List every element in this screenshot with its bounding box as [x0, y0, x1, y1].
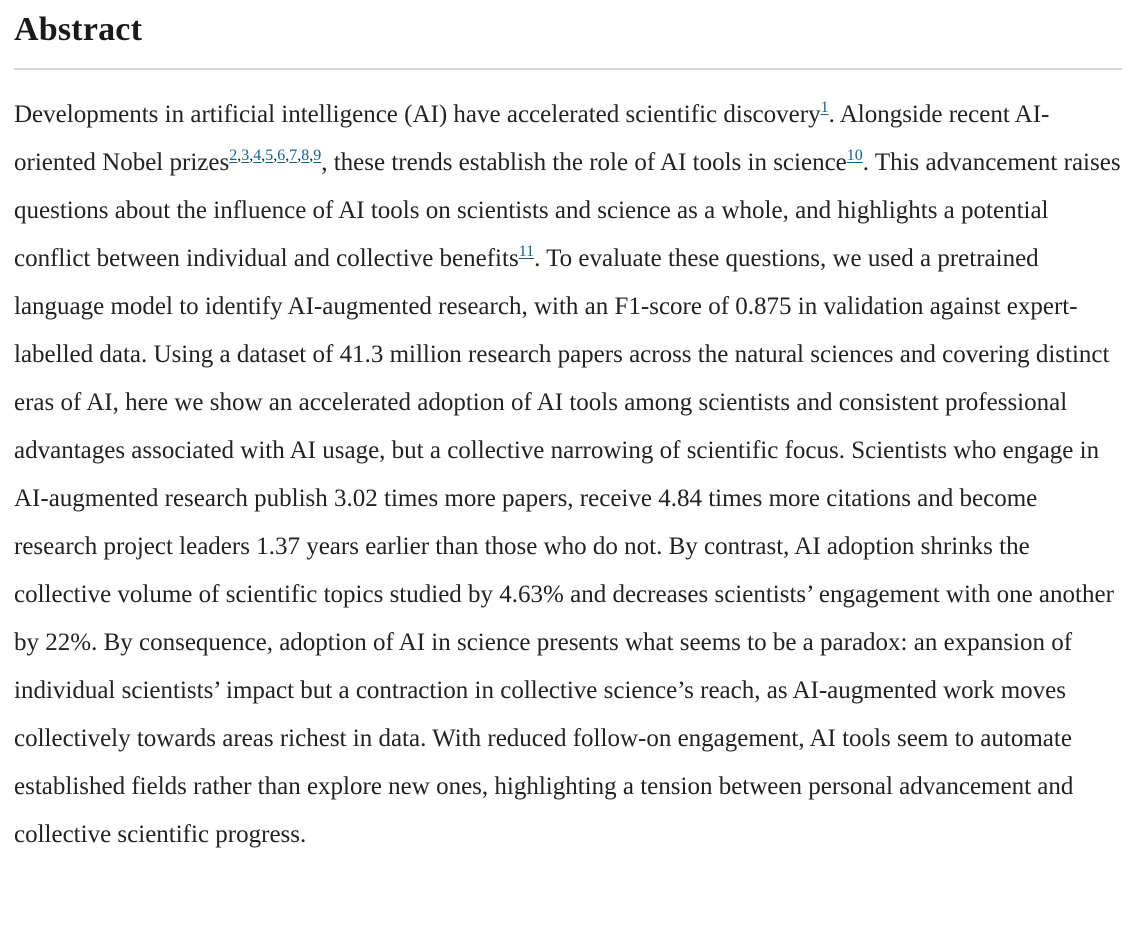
reference-superscript	[289, 147, 297, 164]
abstract-heading: Abstract	[14, 11, 143, 48]
reference-separator: ,	[237, 146, 242, 164]
reference-superscript	[253, 147, 261, 164]
reference-link-10[interactable]: 10	[846, 146, 863, 164]
reference-superscript	[301, 147, 309, 164]
section-divider	[14, 68, 1122, 70]
reference-separator: ,	[273, 146, 278, 164]
reference-superscript	[313, 147, 321, 164]
reference-link-1[interactable]: 1	[820, 98, 829, 116]
reference-link-4[interactable]: 4	[253, 146, 262, 164]
reference-link-11[interactable]: 11	[518, 242, 535, 260]
reference-link-2[interactable]: 2	[229, 146, 238, 164]
reference-link-6[interactable]: 6	[277, 146, 286, 164]
reference-link-7[interactable]: 7	[289, 146, 298, 164]
reference-superscript	[519, 243, 534, 260]
abstract-section	[14, 10, 1122, 859]
reference-separator: ,	[261, 146, 266, 164]
reference-separator: ,	[285, 146, 290, 164]
reference-superscript	[277, 147, 285, 164]
reference-superscript	[265, 147, 273, 164]
reference-link-8[interactable]: 8	[301, 146, 310, 164]
reference-superscript	[821, 99, 829, 116]
reference-separator: ,	[249, 146, 254, 164]
reference-superscript	[241, 147, 249, 164]
reference-separator: ,	[297, 146, 302, 164]
reference-link-9[interactable]: 9	[313, 146, 322, 164]
reference-separator: ,	[309, 146, 314, 164]
reference-superscript	[229, 147, 237, 164]
reference-link-3[interactable]: 3	[241, 146, 250, 164]
reference-link-5[interactable]: 5	[265, 146, 274, 164]
reference-superscript	[847, 147, 863, 164]
abstract-paragraph: Developments in artificial intelligence (AI) have accelerated scientific discovery$^1$. Alongside recent AI-oriented Nobel prizes$^{2,3,4,5,6,7,8,9}$, these trends establish the role of AI tools in science$^{10}$. This advancement raises questions about the influence of AI tools on scientists and science as a whole, and highlights a potential conflict between individual and collective benefits$^{11}$. To evaluate these questions, we used a pretrained language model to identify AI-augmented research, with an F1-score of 0.875 in validation against expert-labelled data. Using a dataset of 41.3 million research papers across the natural sciences and covering distinct eras of AI, here we show an accelerated adoption of AI tools among scientists and consistent professional advantages associated with AI usage, but a collective narrowing of scientific focus. Scientists who engage in AI-augmented research publish 3.02 times more papers, receive 4.84 times more citations and become research project leaders 1.37 years earlier than those who do not. By contrast, AI adoption shrinks the collective volume of scientific topics studied by 4.63% and decreases scientists’ engagement with one another by 22%. By consequence, adoption of AI in science presents what seems to be a paradox: an expansion of individual scientists’ impact but a contraction in collective science’s reach, as AI-augmented work moves collectively towards areas richest in data. With reduced follow-on engagement, AI tools seem to automate established fields rather than explore new ones, highlighting a tension between personal advancement and collective scientific progress.	[14, 98, 1121, 849]
